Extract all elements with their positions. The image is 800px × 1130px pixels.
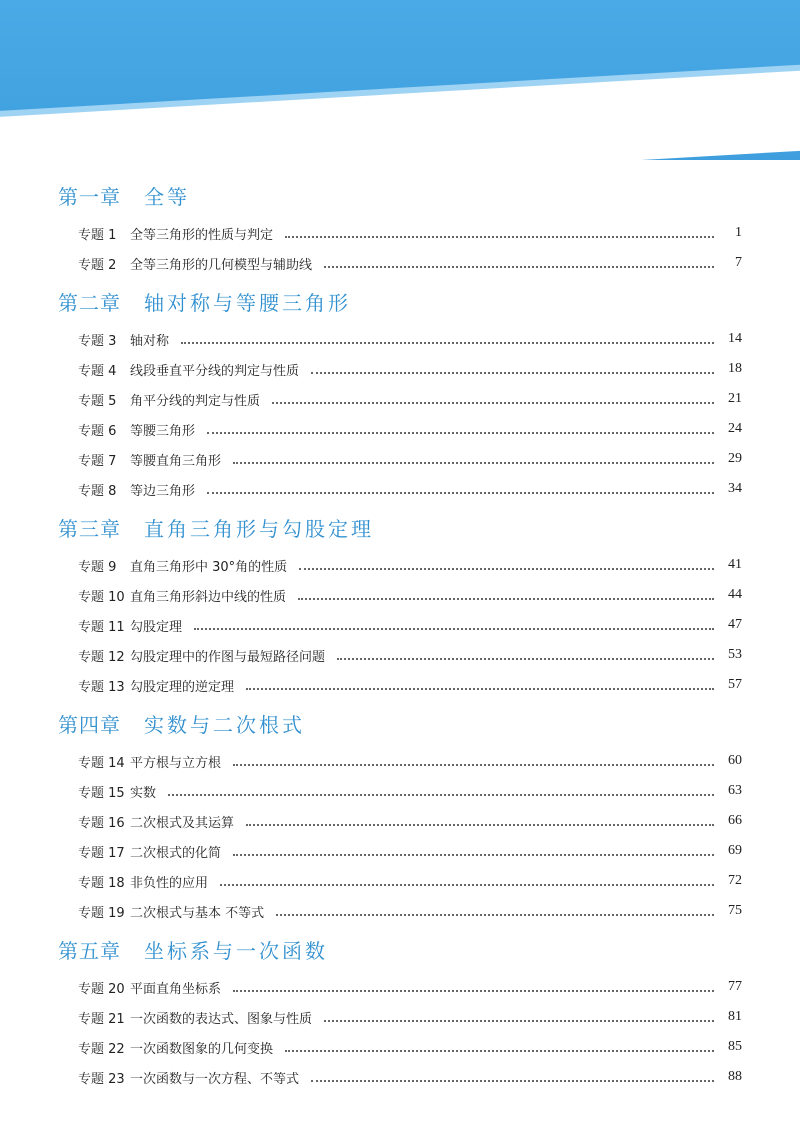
page-number: 85 bbox=[728, 1039, 742, 1054]
page-number: 14 bbox=[728, 331, 742, 346]
chapter-title: 全等 bbox=[144, 184, 190, 209]
toc-entry[interactable] bbox=[0, 248, 800, 278]
page-number: 72 bbox=[728, 873, 742, 888]
topic-title: 实数 bbox=[130, 785, 157, 801]
topic-label: 专题 4 bbox=[78, 363, 117, 379]
dot-leader bbox=[324, 265, 714, 268]
topic-label: 专题 15 bbox=[78, 785, 125, 801]
page-number: 41 bbox=[728, 557, 742, 572]
dot-leader bbox=[337, 657, 714, 660]
topic-label: 专题 8 bbox=[78, 483, 117, 499]
dot-leader bbox=[311, 371, 714, 374]
dot-leader bbox=[168, 793, 714, 796]
page-number: 60 bbox=[728, 753, 742, 768]
dot-leader bbox=[233, 853, 714, 856]
topic-title: 全等三角形的性质与判定 bbox=[130, 227, 274, 243]
page-number: 7 bbox=[735, 255, 742, 270]
chapter-heading[interactable] bbox=[0, 504, 800, 550]
topic-label: 专题 5 bbox=[78, 393, 117, 409]
toc-entry[interactable] bbox=[0, 836, 800, 866]
chapter-title: 轴对称与等腰三角形 bbox=[144, 290, 351, 315]
topic-title: 二次根式与基本 不等式 bbox=[130, 905, 265, 921]
page-number: 77 bbox=[728, 979, 742, 994]
topic-label: 专题 10 bbox=[78, 589, 125, 605]
topic-title: 勾股定理 bbox=[130, 619, 183, 635]
dot-leader bbox=[194, 627, 714, 630]
topic-title: 平方根与立方根 bbox=[130, 755, 222, 771]
toc-entry[interactable] bbox=[0, 610, 800, 640]
topic-title: 直角三角形中 30°角的性质 bbox=[130, 559, 288, 575]
toc-entry[interactable] bbox=[0, 1062, 800, 1092]
topic-title: 勾股定理中的作图与最短路径问题 bbox=[130, 649, 326, 665]
topic-label: 专题 20 bbox=[78, 981, 125, 997]
topic-label: 专题 9 bbox=[78, 559, 117, 575]
topic-title: 角平分线的判定与性质 bbox=[130, 393, 261, 409]
topic-title: 平面直角坐标系 bbox=[130, 981, 222, 997]
title-cn: 目录 bbox=[413, 88, 502, 137]
toc-entry[interactable] bbox=[0, 776, 800, 806]
topic-label: 专题 13 bbox=[78, 679, 125, 695]
toc-entry[interactable] bbox=[0, 896, 800, 926]
topic-title: 等腰三角形 bbox=[130, 423, 196, 439]
chapter-number: 第四章 bbox=[58, 712, 121, 737]
chapter-heading[interactable] bbox=[0, 700, 800, 746]
topic-label: 专题 12 bbox=[78, 649, 125, 665]
topic-title: 一次函数与一次方程、不等式 bbox=[130, 1071, 300, 1087]
toc-entry[interactable] bbox=[0, 384, 800, 414]
chapter-number: 第五章 bbox=[58, 938, 121, 963]
toc-entry[interactable] bbox=[0, 670, 800, 700]
page-number: 81 bbox=[728, 1009, 742, 1024]
topic-label: 专题 2 bbox=[78, 257, 117, 273]
topic-title: 轴对称 bbox=[130, 333, 170, 349]
chapter-heading[interactable] bbox=[0, 278, 800, 324]
page-number: 66 bbox=[728, 813, 742, 828]
dot-leader bbox=[311, 1079, 714, 1082]
page-number: 75 bbox=[728, 903, 742, 918]
toc-entry[interactable] bbox=[0, 580, 800, 610]
chapter-heading[interactable] bbox=[0, 172, 800, 218]
toc-entry[interactable] bbox=[0, 866, 800, 896]
chapter-number: 第二章 bbox=[58, 290, 121, 315]
dot-leader bbox=[285, 235, 714, 238]
dot-leader bbox=[233, 461, 714, 464]
dot-leader bbox=[233, 989, 714, 992]
topic-title: 直角三角形斜边中线的性质 bbox=[130, 589, 287, 605]
dot-leader bbox=[246, 687, 714, 690]
header-banner bbox=[0, 0, 800, 160]
toc-entry[interactable] bbox=[0, 324, 800, 354]
dot-leader bbox=[233, 763, 714, 766]
topic-label: 专题 16 bbox=[78, 815, 125, 831]
toc-entry[interactable] bbox=[0, 218, 800, 248]
dot-leader bbox=[324, 1019, 714, 1022]
topic-label: 专题 7 bbox=[78, 453, 117, 469]
dot-leader bbox=[276, 913, 714, 916]
chapter-title: 坐标系与一次函数 bbox=[144, 938, 328, 963]
topic-label: 专题 22 bbox=[78, 1041, 125, 1057]
chapter-number: 第一章 bbox=[58, 184, 121, 209]
dot-leader bbox=[299, 567, 714, 570]
topic-title: 非负性的应用 bbox=[130, 875, 209, 891]
topic-label: 专题 6 bbox=[78, 423, 117, 439]
table-of-contents bbox=[0, 172, 800, 1092]
toc-entry[interactable] bbox=[0, 746, 800, 776]
toc-entry[interactable] bbox=[0, 444, 800, 474]
topic-title: 二次根式的化简 bbox=[130, 845, 222, 861]
dot-leader bbox=[220, 883, 714, 886]
toc-entry[interactable] bbox=[0, 354, 800, 384]
topic-title: 全等三角形的几何模型与辅助线 bbox=[130, 257, 313, 273]
topic-title: 一次函数的表达式、图象与性质 bbox=[130, 1011, 313, 1027]
toc-entry[interactable] bbox=[0, 474, 800, 504]
topic-label: 专题 11 bbox=[78, 619, 125, 635]
topic-title: 二次根式及其运算 bbox=[130, 815, 235, 831]
toc-entry[interactable] bbox=[0, 1002, 800, 1032]
topic-label: 专题 18 bbox=[78, 875, 125, 891]
chapter-title: 实数与二次根式 bbox=[144, 712, 305, 737]
page-number: 21 bbox=[728, 391, 742, 406]
topic-title: 勾股定理的逆定理 bbox=[130, 679, 235, 695]
chapter-number: 第三章 bbox=[58, 516, 121, 541]
page-number: 69 bbox=[728, 843, 742, 858]
dot-leader bbox=[285, 1049, 714, 1052]
page-number: 63 bbox=[728, 783, 742, 798]
dot-leader bbox=[298, 597, 714, 600]
dot-leader bbox=[181, 341, 714, 344]
topic-label: 专题 23 bbox=[78, 1071, 125, 1087]
page-number: 88 bbox=[728, 1069, 742, 1084]
dot-leader bbox=[207, 491, 714, 494]
page-number: 24 bbox=[728, 421, 742, 436]
topic-label: 专题 14 bbox=[78, 755, 125, 771]
title-en: CONTENTS bbox=[516, 88, 766, 137]
page-number: 53 bbox=[728, 647, 742, 662]
page-number: 1 bbox=[735, 225, 742, 240]
page-number: 44 bbox=[728, 587, 742, 602]
page-number: 18 bbox=[728, 361, 742, 376]
page-title bbox=[413, 80, 766, 137]
toc-entry[interactable] bbox=[0, 414, 800, 444]
topic-label: 专题 3 bbox=[78, 333, 117, 349]
topic-label: 专题 1 bbox=[78, 227, 117, 243]
page-number: 47 bbox=[728, 617, 742, 632]
dot-leader bbox=[246, 823, 714, 826]
page-number: 34 bbox=[728, 481, 742, 496]
chapter-title: 直角三角形与勾股定理 bbox=[144, 516, 374, 541]
toc-entry[interactable] bbox=[0, 972, 800, 1002]
chapter-heading[interactable] bbox=[0, 926, 800, 972]
topic-label: 专题 21 bbox=[78, 1011, 125, 1027]
dot-leader bbox=[207, 431, 714, 434]
topic-label: 专题 19 bbox=[78, 905, 125, 921]
toc-entry[interactable] bbox=[0, 1032, 800, 1062]
toc-entry[interactable] bbox=[0, 640, 800, 670]
page-number: 29 bbox=[728, 451, 742, 466]
page-number: 57 bbox=[728, 677, 742, 692]
topic-title: 等边三角形 bbox=[130, 483, 196, 499]
toc-entry[interactable] bbox=[0, 806, 800, 836]
topic-label: 专题 17 bbox=[78, 845, 125, 861]
dot-leader bbox=[272, 401, 714, 404]
topic-title: 一次函数图象的几何变换 bbox=[130, 1041, 274, 1057]
topic-title: 线段垂直平分线的判定与性质 bbox=[130, 363, 300, 379]
toc-entry[interactable] bbox=[0, 550, 800, 580]
topic-title: 等腰直角三角形 bbox=[130, 453, 222, 469]
